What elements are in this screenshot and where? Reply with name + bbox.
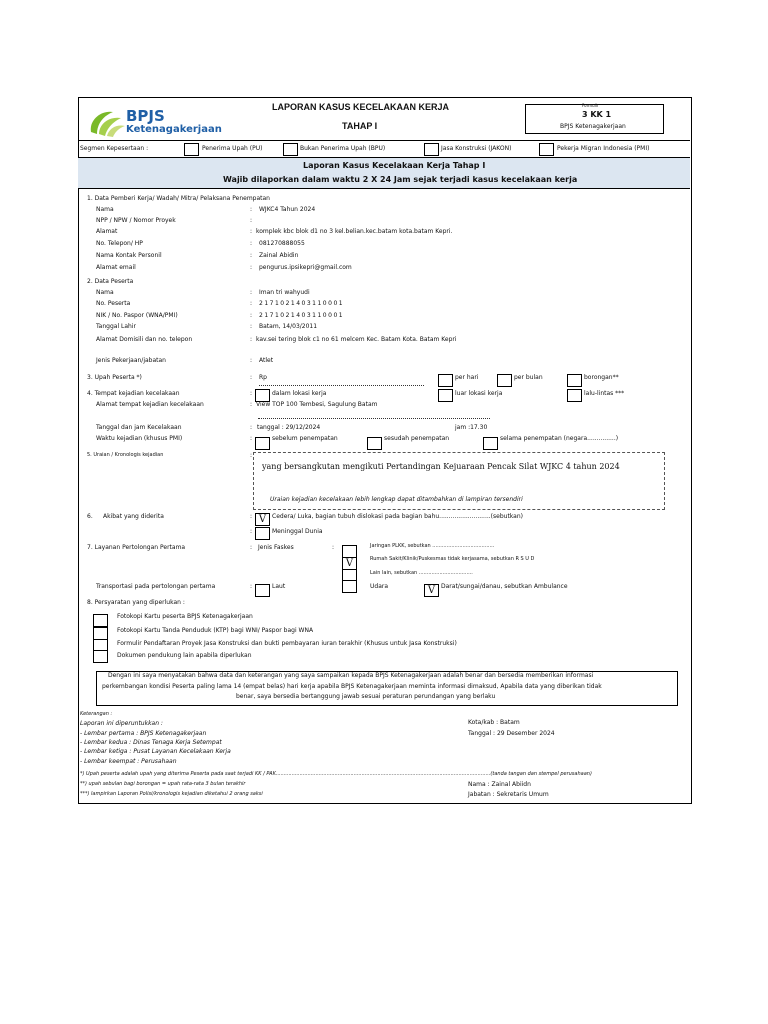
s2-title: 2. Data Peserta xyxy=(87,278,134,285)
plkk-label: Jaringan PLKK, sebutkan ....................................... xyxy=(370,543,495,549)
s1-colon: : xyxy=(250,206,253,213)
segmen-label: Segmen Kepesertaan : xyxy=(80,145,149,152)
s1-colon: : xyxy=(250,217,253,224)
s5-colon: : xyxy=(250,452,253,459)
cedera-label: Cedera/ Luka, bagian tubuh dislokasi pada bagian bahu...........................(sebutkan) xyxy=(272,513,523,520)
form-org: BPJS Ketenagakerjaan xyxy=(560,123,626,130)
s2-value: kav.sei tering blok c1 no 61 melcem Kec. Batam Kota. Batam Kepri xyxy=(256,336,457,343)
transport-label: Transportasi pada pertolongan pertama xyxy=(96,583,216,590)
tanggal-kejadian-label: Tanggal dan jam Kecelakaan xyxy=(96,424,182,431)
s1-label: NPP / NPW / Nomor Proyek xyxy=(96,217,176,224)
signer-jabatan: Jabatan : Sekretaris Umum xyxy=(468,791,549,798)
checkbox-darat[interactable]: V xyxy=(424,584,439,597)
s1-label: Nama Kontak Personil xyxy=(96,252,162,259)
checkbox-sesudah[interactable] xyxy=(367,437,382,450)
diperuntukkan-label: Laporan ini diperuntukkan : xyxy=(80,720,163,727)
lembar-2: - Lembar kedua : Dinas Tenaga Kerja Setempat xyxy=(80,739,222,746)
faskes-colon-2: : xyxy=(332,544,335,551)
formulir-label: Formulir xyxy=(582,103,599,108)
s4-colon: : xyxy=(250,390,253,397)
checkbox-udara[interactable] xyxy=(342,580,357,593)
alamat-kejadian-value: View TOP 100 Tembesi, Sagulung Batam xyxy=(256,401,378,408)
s1-colon: : xyxy=(250,252,253,259)
logo-bpjs-text: BPJS xyxy=(126,107,165,125)
per-bulan-label: per bulan xyxy=(514,374,543,381)
checkbox-cedera[interactable]: V xyxy=(255,513,270,526)
s1-value: Zainal Abidin xyxy=(259,252,299,259)
checkbox-meninggal[interactable] xyxy=(255,527,270,540)
segmen-pmi: Pekerja Migran Indonesia (PMI) xyxy=(557,145,650,152)
s1-value: WJKC4 Tahun 2024 xyxy=(259,206,316,213)
req-item: Fotokopi Kartu peserta BPJS Ketenagakerjaan xyxy=(117,613,253,620)
faskes-label: Jenis Faskes xyxy=(258,544,294,551)
banner-line-2: Wajib dilaporkan dalam waktu 2 X 24 Jam sejak terjadi kasus kecelakaan kerja xyxy=(223,175,578,184)
checkbox-per-bulan[interactable] xyxy=(497,374,512,387)
s2-label: Nama xyxy=(96,289,114,296)
s2-colon: : xyxy=(250,289,253,296)
segmen-top-rule xyxy=(78,140,690,141)
waktu-pmi-colon: : xyxy=(250,435,253,442)
lembar-1: - Lembar pertama : BPJS Ketenagakerjaan xyxy=(80,730,207,737)
declaration-line-2: perkembangan kondisi Peserta paling lama 14 (empat belas) hari kerja apabila BPJS Ketenagakerjaan meminta informasi dimaksud, Apabila data yang diberikan tidak xyxy=(102,683,602,690)
uraian-note: Uraian kejadian kecelakaan lebih lengkap dapat ditambahkan di lampiran tersendiri xyxy=(270,496,523,503)
selama-label: selama penempatan (negara...............) xyxy=(500,435,619,442)
s1-colon: : xyxy=(250,228,253,235)
s2-value: 2171021403110001 xyxy=(259,312,345,319)
s6-num: 6. xyxy=(87,513,93,520)
tanggal-kejadian-value: tanggal : 29/12/2024 xyxy=(257,424,321,431)
declaration-line-3: benar, saya bersedia bertanggung jawab sesuai peraturan perundangan yang berlaku xyxy=(236,693,496,700)
footnote-3: ***) lampirkan Laporan Polisi/kronologis kejadian diketahui 2 orang saksi xyxy=(80,791,263,797)
rp-label: Rp xyxy=(259,374,267,381)
declaration-line-1: Dengan ini saya menyatakan bahwa data dan keterangan yang saya sampaikan kepada BPJS Ketenagakerjaan adalah benar dan bersedia memberikan informasi xyxy=(108,672,594,679)
s6-colon: : xyxy=(250,513,253,520)
lembar-3: - Lembar ketiga : Pusat Layanan Kecelakaan Kerja xyxy=(80,748,231,755)
s1-value: komplek kbc blok d1 no 3 kel.belian.kec.batam kota.batam Kepri. xyxy=(256,228,453,235)
s2-value: Batam, 14/03/2011 xyxy=(259,323,318,330)
s1-label: Alamat xyxy=(96,228,118,235)
lain-label: Lain lain, sebutkan .................................. xyxy=(370,570,473,576)
borongan-label: borongan** xyxy=(584,374,619,381)
alamat-dotted-line xyxy=(258,418,490,419)
s2-value: 2171021403110001 xyxy=(259,300,345,307)
s1-colon: : xyxy=(250,240,253,247)
footnote-1: *) Upah peserta adalah upah yang diterima Peserta pada saat terjadi KK / PAK.......................................................................................................................................(tanda tangan dan stempel perusahaan) xyxy=(80,771,592,777)
segmen-bpu: Bukan Penerima Upah (BPU) xyxy=(300,145,386,152)
dalam-label: dalam lokasi kerja xyxy=(272,390,327,397)
checkbox-sebelum[interactable] xyxy=(255,437,270,450)
form-title-1: LAPORAN KASUS KECELAKAAN KERJA xyxy=(272,102,450,112)
jam-kejadian-value: jam :17.30 xyxy=(455,424,488,431)
checkbox-jakon[interactable] xyxy=(424,143,439,156)
checkbox-laut[interactable] xyxy=(255,584,270,597)
req-item: Dokumen pendukung lain apabila diperlukan xyxy=(117,652,252,659)
bpjs-logo-icon xyxy=(87,104,127,138)
s2-label: No. Peserta xyxy=(96,300,131,307)
segmen-jakon: Jasa Konstruksi (JAKON) xyxy=(441,145,512,152)
rp-colon: : xyxy=(250,374,253,381)
s2-colon: : xyxy=(250,336,253,343)
s2-value: Iman tri wahyudi xyxy=(259,289,310,296)
checkbox-luar-lokasi[interactable] xyxy=(438,389,453,402)
meninggal-colon: : xyxy=(250,528,253,535)
checkbox-selama[interactable] xyxy=(483,437,498,450)
darat-label: Darat/sungai/danau, sebutkan Ambulance xyxy=(441,583,568,590)
job-label: Jenis Pekerjaan/jabatan xyxy=(96,357,166,364)
s1-label: Nama xyxy=(96,206,114,213)
s2-colon: : xyxy=(250,323,253,330)
per-hari-label: per hari xyxy=(455,374,479,381)
uraian-text: yang bersangkutan mengikuti Pertandingan Kejuaraan Pencak Silat WJKC 4 tahun 2024 xyxy=(262,462,620,471)
s2-label: NIK / No. Paspor (WNA/PMI) xyxy=(96,312,178,319)
tanggal-ttd: Tanggal : 29 Desember 2024 xyxy=(468,730,555,737)
footnote-2: **) upah sebulan bagi borongan = upah rata-rata 3 bulan terakhir xyxy=(80,781,246,787)
rp-dotted-line xyxy=(259,385,424,386)
job-colon: : xyxy=(250,357,253,364)
form-code: 3 KK 1 xyxy=(582,110,612,119)
s1-colon: : xyxy=(250,264,253,271)
s1-value: 081270888055 xyxy=(259,240,305,247)
s4-title: 4. Tempat kejadian kecelakaan xyxy=(87,390,180,397)
req-item: Formulir Pendaftaran Proyek Jasa Konstruksi dan bukti pembayaran iuran terakhir (Khusus untuk Jasa Konstruksi) xyxy=(117,640,457,647)
checkbox-per-hari[interactable] xyxy=(438,374,453,387)
s1-label: No. Telepon/ HP xyxy=(96,240,143,247)
checkbox-pu[interactable] xyxy=(184,143,199,156)
tanggal-kejadian-colon: : xyxy=(250,424,253,431)
s7-title: 7. Layanan Pertolongan Pertama xyxy=(87,544,186,551)
s2-label: Tanggal Lahir xyxy=(96,323,136,330)
s1-title: 1. Data Pemberi Kerja/ Wadah/ Mitra/ Pelaksana Penempatan xyxy=(87,195,270,202)
checkbox-lalu-lintas[interactable] xyxy=(567,389,582,402)
form-title-2: TAHAP I xyxy=(342,121,378,131)
checkbox-bpu[interactable] xyxy=(283,143,298,156)
laut-label: Laut xyxy=(272,583,286,590)
banner-line-1: Laporan Kasus Kecelakaan Kerja Tahap I xyxy=(303,161,486,170)
checkbox-req-1[interactable] xyxy=(93,614,108,627)
keterangan-label: Keterangan : xyxy=(80,711,113,717)
s2-colon: : xyxy=(250,312,253,319)
sesudah-label: sesudah penempatan xyxy=(384,435,450,442)
kota-kab: Kota/kab : Batam xyxy=(468,719,520,726)
sebelum-label: sebelum penempatan xyxy=(272,435,338,442)
meninggal-label: Meninggal Dunia xyxy=(272,528,323,535)
s1-label: Alamat email xyxy=(96,264,136,271)
lalu-label: lalu-lintas *** xyxy=(584,390,625,397)
segmen-pu: Penerima Upah (PU) xyxy=(202,145,263,152)
s1-value: pengurus.ipsikepri@gmail.com xyxy=(259,264,352,271)
s6-title: Akibat yang diderita xyxy=(103,513,164,520)
checkbox-pmi[interactable] xyxy=(539,143,554,156)
transport-colon: : xyxy=(250,583,253,590)
s5-title: 5. Uraian / Kronologis kejadian xyxy=(87,452,164,458)
udara-label: Udara xyxy=(370,583,389,590)
alamat-kejadian-colon: : xyxy=(250,401,253,408)
luar-label: luar lokasi kerja xyxy=(455,390,503,397)
lembar-4: - Lembar keempat : Perusahaan xyxy=(80,758,177,765)
signer-name: Nama : Zainal Abiidn xyxy=(468,781,531,788)
s2-label: Alamat Domisili dan no. telepon xyxy=(96,336,193,343)
waktu-pmi-label: Waktu kejadian (khusus PMI) xyxy=(96,435,183,442)
rs-label: Rumah Sakit/Klinik/Puskesmas tidak kerjasama, sebutkan R S U D xyxy=(370,556,535,562)
s3-title: 3. Upah Peserta *) xyxy=(87,374,142,381)
s8-title: 8. Persyaratan yang diperlukan : xyxy=(87,599,185,606)
checkbox-rumah-sakit[interactable]: V xyxy=(342,557,357,570)
alamat-kejadian-label: Alamat tempat kejadian kecelakaan xyxy=(96,401,204,408)
checkbox-borongan[interactable] xyxy=(567,374,582,387)
job-value: Atlet xyxy=(259,357,274,364)
faskes-colon: : xyxy=(250,544,253,551)
req-item: Fotokopi Kartu Tanda Penduduk (KTP) bagi WNI/ Paspor bagi WNA xyxy=(117,627,314,634)
checkbox-req-4[interactable] xyxy=(93,650,108,663)
logo-sub-text: Ketenagakerjaan xyxy=(126,124,222,135)
s2-colon: : xyxy=(250,300,253,307)
